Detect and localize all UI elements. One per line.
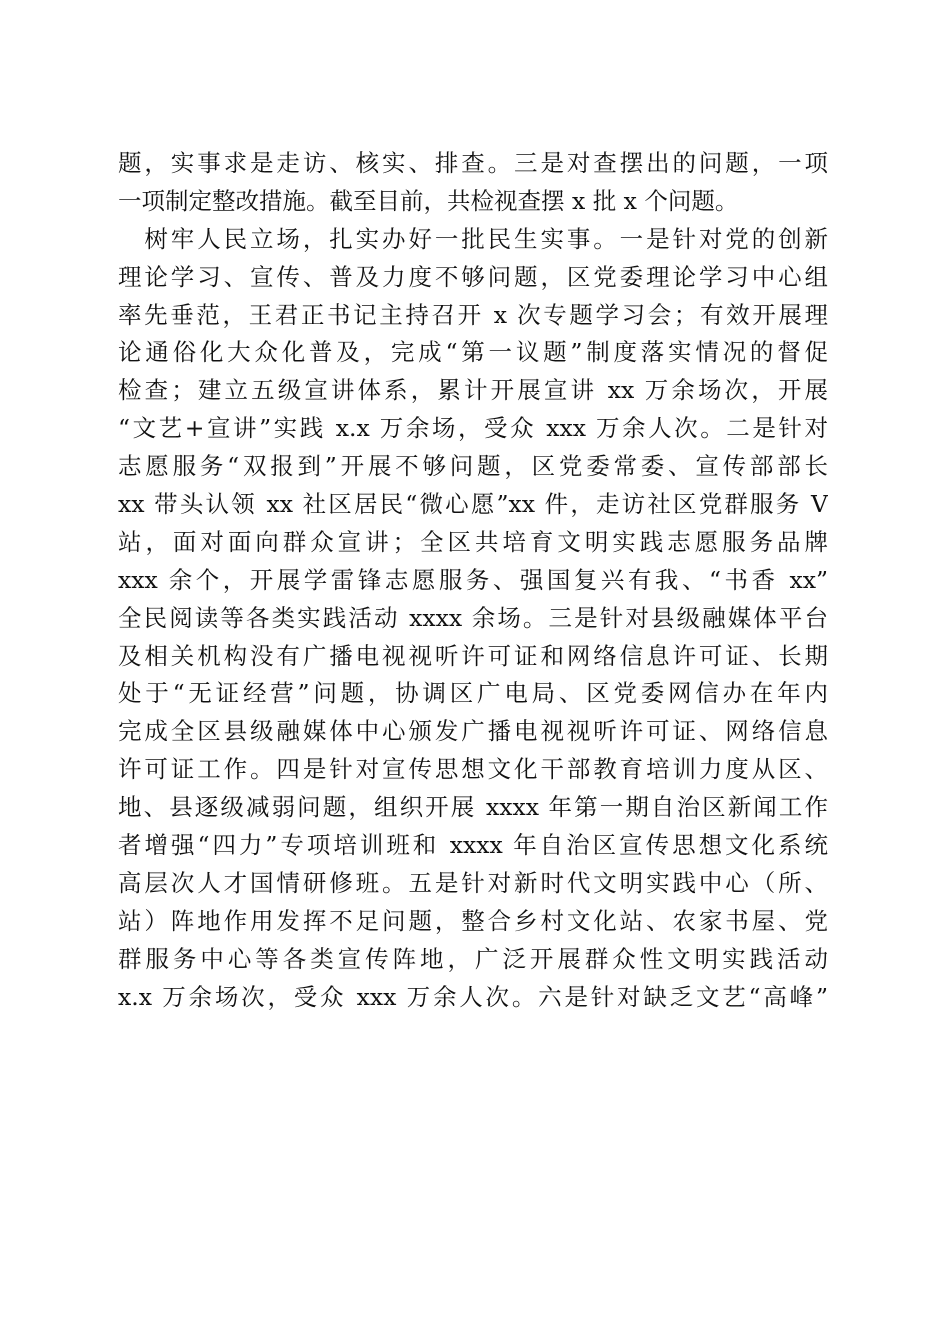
text-line: 站）阵地作用发挥不足问题，整合乡村文化站、农家书屋、党 bbox=[118, 906, 828, 935]
text-line: 全民阅读等各类实践活动 xxxx 余场。三是针对县级融媒体平台 bbox=[118, 603, 828, 632]
text-line: 论通俗化大众化普及，完成“第一议题”制度落实情况的督促 bbox=[118, 338, 828, 367]
text-line: 完成全区县级融媒体中心颁发广播电视视听许可证、网络信息 bbox=[118, 717, 828, 746]
text-line: “文艺+宣讲”实践 x.x 万余场，受众 xxx 万余人次。二是针对 bbox=[118, 414, 828, 443]
text-line: 检查；建立五级宣讲体系，累计开展宣讲 xx 万余场次，开展 bbox=[118, 376, 828, 405]
text-line: 率先垂范，王君正书记主持召开 x 次专题学习会；有效开展理 bbox=[118, 300, 828, 329]
text-line: 许可证工作。四是针对宣传思想文化干部教育培训力度从区、 bbox=[118, 755, 828, 784]
text-line: 群服务中心等各类宣传阵地，广泛开展群众性文明实践活动 bbox=[118, 944, 828, 973]
text-line: 高层次人才国情研修班。五是针对新时代文明实践中心（所、 bbox=[118, 868, 828, 897]
text-line: 志愿服务“双报到”开展不够问题，区党委常委、宣传部部长 bbox=[118, 452, 828, 481]
text-line: 题，实事求是走访、核实、排查。三是对查摆出的问题，一项 bbox=[118, 149, 828, 177]
document-body bbox=[118, 145, 828, 1016]
text-line: 者增强“四力”专项培训班和 xxxx 年自治区宣传思想文化系统 bbox=[118, 831, 828, 860]
text-line: xx 带头认领 xx 社区居民“微心愿”xx 件，走访社区党群服务 V bbox=[118, 490, 828, 519]
text-line: 树牢人民立场，扎实办好一批民生实事。一是针对党的创新 bbox=[118, 224, 828, 253]
text-line: 一项制定整改措施。截至目前，共检视查摆 x 批 x 个问题。 bbox=[118, 186, 739, 215]
text-line: x.x 万余场次，受众 xxx 万余人次。六是针对缺乏文艺“高峰” bbox=[118, 982, 828, 1011]
text-line: xxx 余个，开展学雷锋志愿服务、强国复兴有我、“书香 xx” bbox=[118, 565, 828, 594]
text-line: 站，面对面向群众宣讲；全区共培育文明实践志愿服务品牌 bbox=[118, 527, 828, 556]
text-line: 理论学习、宣传、普及力度不够问题，区党委理论学习中心组 bbox=[118, 262, 828, 291]
text-line: 及相关机构没有广播电视视听许可证和网络信息许可证、长期 bbox=[118, 641, 828, 670]
text-line: 处于“无证经营”问题，协调区广电局、区党委网信办在年内 bbox=[118, 679, 828, 708]
text-line: 地、县逐级减弱问题，组织开展 xxxx 年第一期自治区新闻工作 bbox=[118, 793, 828, 822]
